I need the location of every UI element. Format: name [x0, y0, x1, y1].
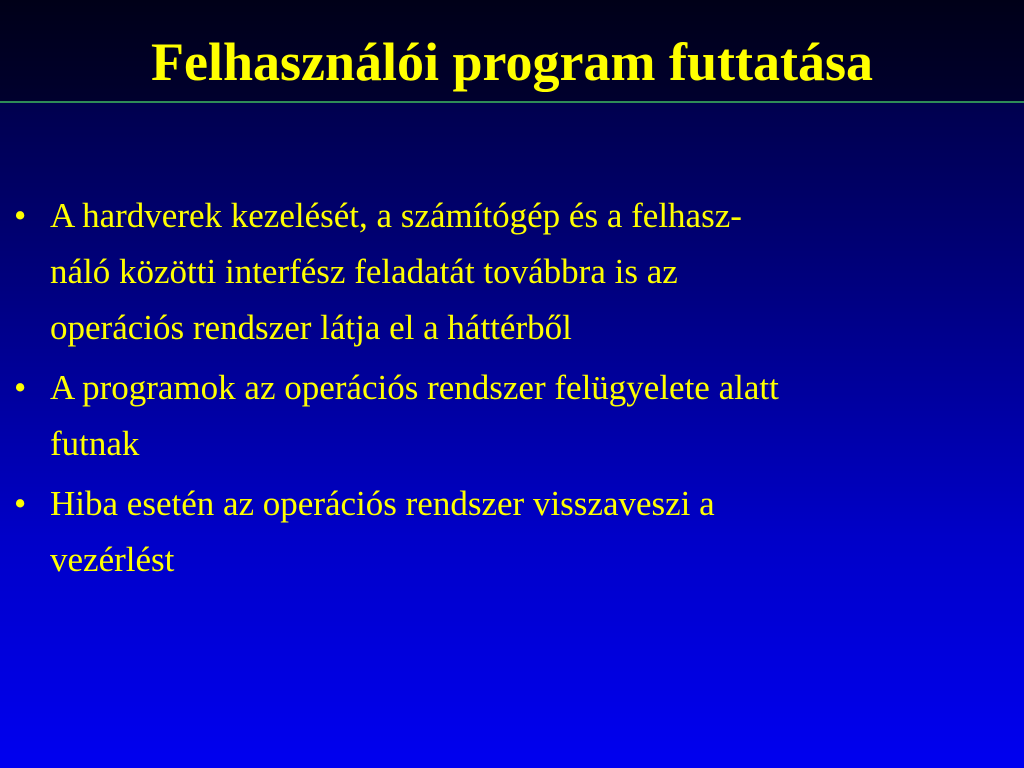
bullet-line: A programok az operációs rendszer felügyelete alatt [50, 368, 779, 407]
bullet-line: operációs rendszer látja el a háttérből [50, 308, 572, 347]
bullet-item [14, 476, 1014, 588]
bullet-line: futnak [50, 424, 140, 463]
bullet-line: náló közötti interfész feladatát továbbra is az [50, 252, 678, 291]
bullet-line: A hardverek kezelését, a számítógép és a felhasz- [50, 196, 742, 235]
bullet-item [14, 188, 1014, 356]
bullet-icon: • [14, 196, 27, 235]
title-divider [0, 101, 1024, 103]
bullet-list [14, 188, 1014, 592]
bullet-line: Hiba esetén az operációs rendszer visszaveszi a [50, 484, 715, 523]
page-title: Felhasználói program futtatása [151, 32, 873, 92]
bullet-icon: • [14, 484, 27, 523]
title-bar [0, 0, 1024, 101]
bullet-icon: • [14, 368, 27, 407]
bullet-line: vezérlést [50, 540, 175, 579]
bullet-item [14, 360, 1014, 472]
